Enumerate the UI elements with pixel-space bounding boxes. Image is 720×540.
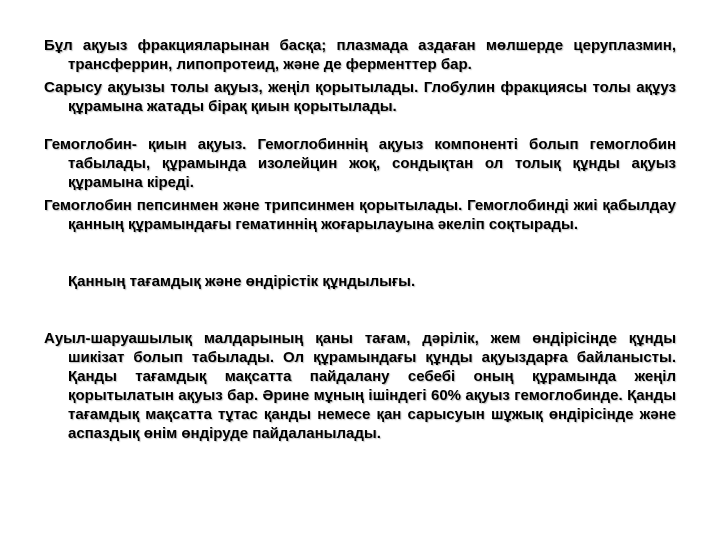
spacer (44, 234, 676, 272)
paragraph-hemoglobin-digestion: Гемоглобин пепсинмен және трипсинмен қорытылады. Гемоглобинді жиі қабылдау қанның құрамындағы гематиннің жоғарылауына әкеліп соқтырады. (44, 197, 676, 233)
paragraph-blood-value: Ауыл-шаруашылық малдарының қаны тағам, дәрілік, жем өндірісінде құнды шикізат болып табылады. Ол құрамындағы құнды ақуыздарға байланысты. Қанды тағамдық мақсатта пайдалану себебі оның құрамында жеңіл қорытылатын ақуыз бар. Әрине мұның ішіндегі 60% ақуыз гемоглобинде. Қанды тағамдық мақсатта тұтас қанды немесе қан сарысуын шұжық өндірісінде және аспаздық өнім өндіруде пайдаланылады. (44, 330, 676, 442)
paragraph-hemoglobin: Гемоглобин- қиын ақуыз. Гемоглобиннің ақуыз компоненті болып гемоглобин табылады, құрамында изолейцин жоқ, сондықтан ол толық құнды ақуыз құрамына кіреді. (44, 136, 676, 191)
section-heading: Қанның тағамдық және өндірістік құндылығы. (68, 273, 416, 290)
slide-content (44, 36, 676, 443)
paragraph-plasma-fractions: Бұл ақуыз фракцияларынан басқа; плазмада аздаған мөлшерде церуплазмин, трансферрин, липопротеид, және де ферменттер бар. (44, 37, 676, 73)
paragraph-serum-protein: Сарысу ақуызы толы ақуыз, жеңіл қорытылады. Глобулин фракциясы толы ақұуз құрамына жатады бірақ қиын қорытылады. (44, 79, 676, 115)
spacer (44, 116, 676, 135)
spacer (44, 291, 676, 329)
